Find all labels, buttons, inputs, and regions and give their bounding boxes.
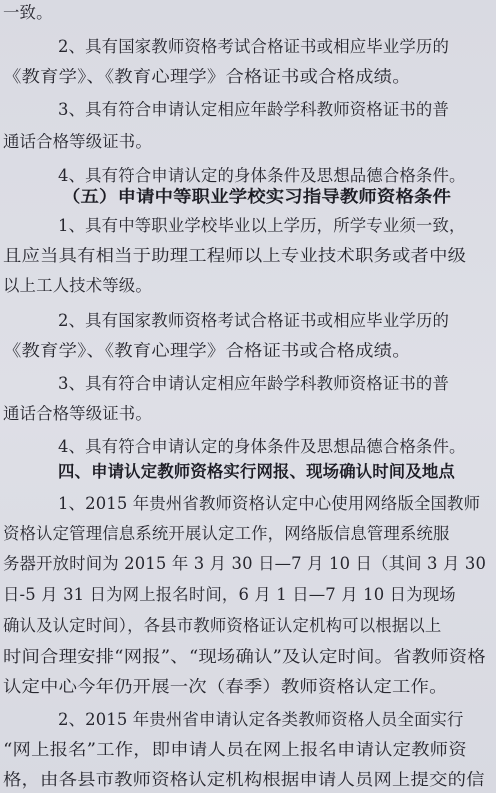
text-line: 4、具有符合申请认定的身体条件及思想品德合格条件。 (58, 437, 466, 456)
text-line: 资格认定管理信息系统开展认定工作，网络版信息管理系统服 (3, 524, 450, 543)
text-line: 1、具有中等职业学校毕业以上学历，所学专业须一致， (58, 216, 466, 235)
section-heading: （五）申请中等职业学校实习指导教师资格条件 (62, 187, 452, 206)
section-heading: 四、申请认定教师资格实行网报、现场确认时间及地点 (58, 462, 455, 481)
text-line: 1、2015 年贵州省教师资格认定中心使用网络版全国教师 (58, 494, 481, 513)
text-line: 格，由各县市教师资格认定机构根据申请人员网上提交的信 (3, 770, 485, 789)
text-line: 《教育学》、《教育心理学》合格证书或合格成绩。 (3, 341, 411, 360)
text-line: 2、具有国家教师资格考试合格证书或相应毕业学历的 (58, 37, 450, 56)
text-line: 且应当具有相当于助理工程师以上专业技术职务或者中级 (3, 246, 467, 265)
text-line: 一致。 (3, 3, 53, 22)
text-line: 以上工人技术等级。 (3, 276, 152, 295)
text-line: 日-5 月 31 日为网上报名时间，6 月 1 日—7 月 10 日为现场 (3, 585, 456, 604)
text-line: 3、具有符合申请认定相应年龄学科教师资格证书的普 (58, 100, 450, 119)
text-line: 确认及认定时间），各县市教师资格证认定机构可以根据以上 (3, 616, 442, 635)
text-line: 务器开放时间为 2015 年 3 月 30 日—7 月 10 日（其间 3 月 30 (3, 554, 487, 573)
text-line: 4、具有符合申请认定的身体条件及思想品德合格条件。 (58, 166, 466, 185)
text-line: 通话合格等级证书。 (3, 132, 152, 151)
text-line: “网上报名”工作，即申请人员在网上报名申请认定教师资 (3, 740, 467, 759)
text-line: 时间合理安排“网报”、“现场确认”及认定时间。省教师资格 (3, 647, 486, 666)
text-line: 3、具有符合申请认定相应年龄学科教师资格证书的普 (58, 374, 450, 393)
text-line: 认定中心今年仍开展一次（春季）教师资格认定工作。 (3, 677, 448, 696)
text-line: 2、具有国家教师资格考试合格证书或相应毕业学历的 (58, 311, 450, 330)
text-line: 2、2015 年贵州省申请认定各类教师资格人员全面实行 (58, 710, 464, 729)
text-line: 通话合格等级证书。 (3, 404, 152, 423)
text-line: 《教育学》、《教育心理学》合格证书或合格成绩。 (3, 67, 411, 86)
